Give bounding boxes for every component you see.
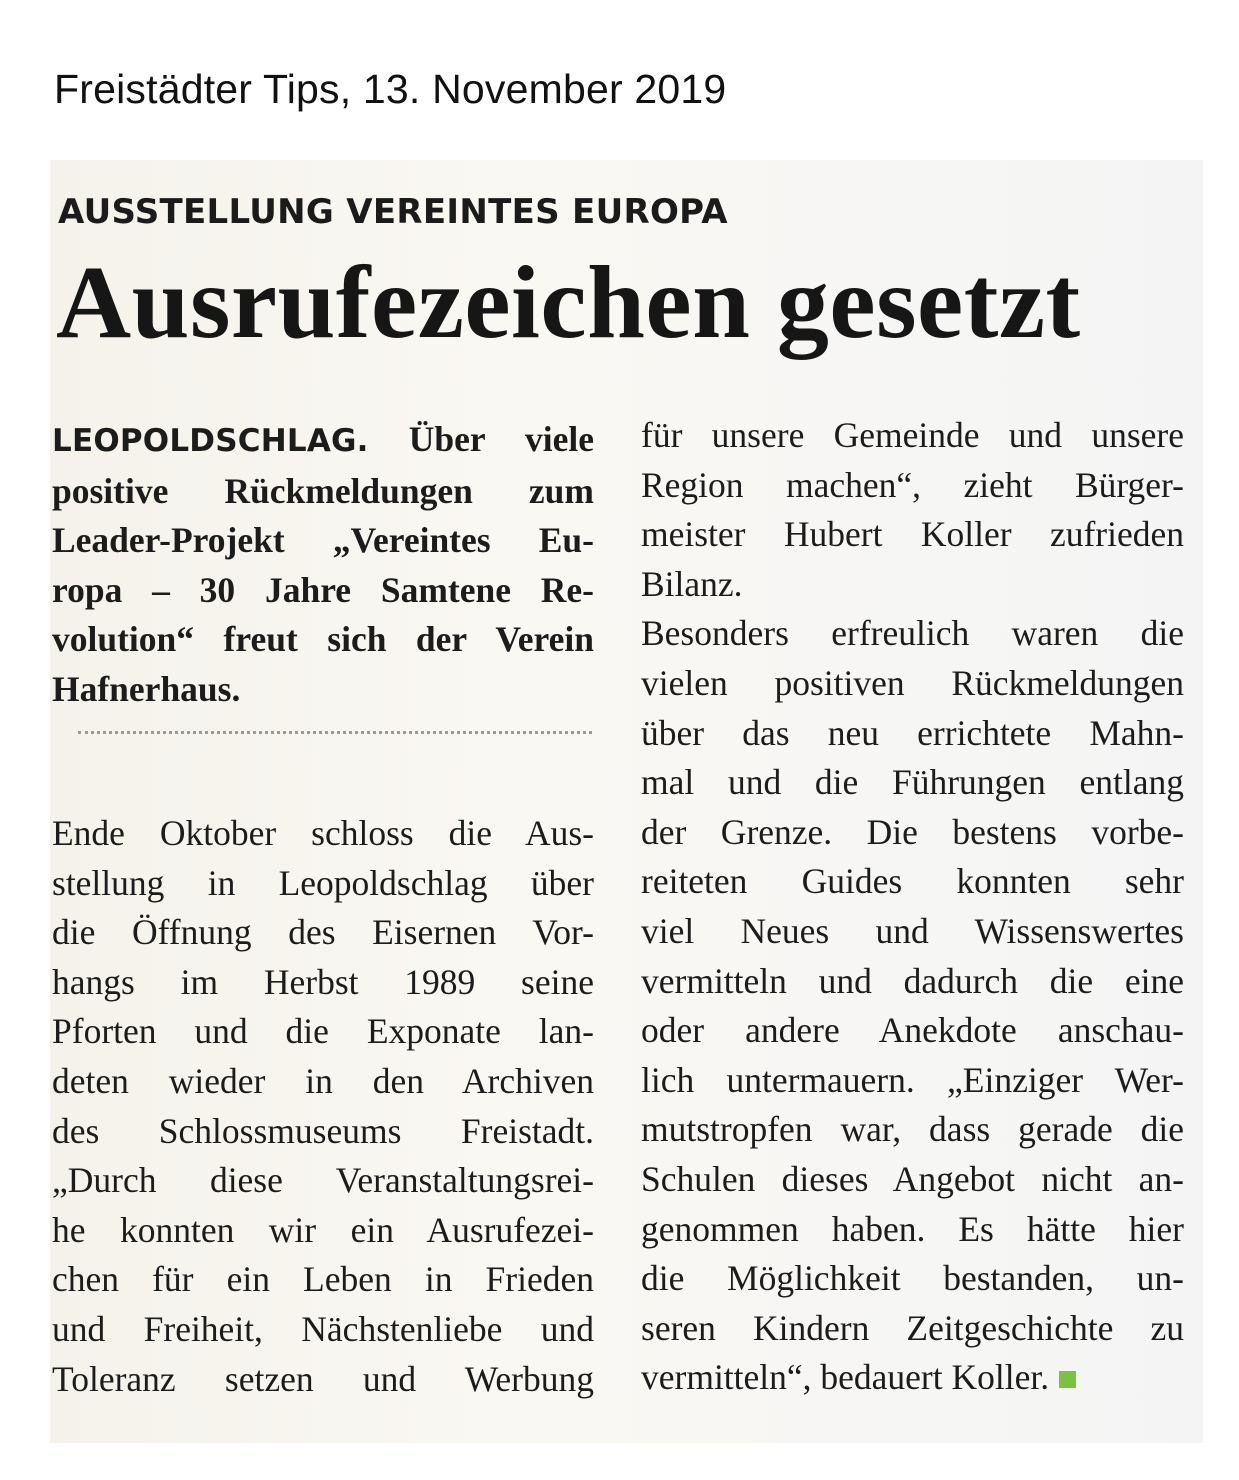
body-line: meister Hubert Koller zufrieden bbox=[641, 514, 1184, 555]
closing-text: vermitteln“, bedauert Koller. bbox=[641, 1357, 1050, 1398]
body-line: hangs im Herbst 1989 seine bbox=[52, 961, 594, 1002]
lead-text: Über viele bbox=[368, 419, 594, 459]
body-line: reiteten Guides konnten sehr bbox=[641, 861, 1184, 902]
body-line: über das neu errichtete Mahn- bbox=[641, 712, 1184, 753]
body-line: deten wieder in den Archiven bbox=[52, 1060, 594, 1101]
body-line: vielen positiven Rückmeldungen bbox=[641, 662, 1184, 703]
article-body-left-column bbox=[52, 809, 594, 1404]
body-line: und Freiheit, Nächstenliebe und bbox=[52, 1308, 594, 1349]
body-line: Toleranz setzen und Werbung bbox=[52, 1358, 594, 1399]
lead-line: volution“ freut sich der Verein bbox=[52, 619, 594, 660]
body-line: viel Neues und Wissenswertes bbox=[641, 910, 1184, 951]
body-line: Region machen“, zieht Bürger- bbox=[641, 464, 1184, 505]
body-line bbox=[641, 1353, 1184, 1403]
body-line: stellung in Leopoldschlag über bbox=[52, 862, 594, 903]
body-line: mutstropfen war, dass gerade die bbox=[641, 1109, 1184, 1150]
article-body-right-column bbox=[641, 411, 1184, 1403]
body-line: Ende Oktober schloss die Aus- bbox=[52, 813, 594, 853]
lead-line: ropa – 30 Jahre Samtene Re- bbox=[52, 569, 594, 610]
body-line: die Möglichkeit bestanden, un- bbox=[641, 1258, 1184, 1299]
body-line: für unsere Gemeinde und unsere bbox=[641, 415, 1184, 455]
lead-separator bbox=[78, 731, 592, 734]
body-line: seren Kindern Zeitgeschichte zu bbox=[641, 1307, 1184, 1348]
body-line: he konnten wir ein Ausrufezei- bbox=[52, 1209, 594, 1250]
lead-line: positive Rückmeldungen zum bbox=[52, 470, 594, 511]
body-line: oder andere Anekdote anschau- bbox=[641, 1010, 1184, 1051]
body-line: vermitteln und dadurch die eine bbox=[641, 960, 1184, 1001]
end-of-article-square-icon bbox=[1059, 1371, 1076, 1388]
body-line: Schulen dieses Angebot nicht an- bbox=[641, 1158, 1184, 1199]
lead-line bbox=[52, 415, 594, 467]
article-lead bbox=[52, 415, 594, 715]
source-caption: Freistädter Tips, 13. November 2019 bbox=[54, 66, 727, 112]
lead-line: Hafnerhaus. bbox=[52, 668, 241, 709]
article-headline: Ausrufezeichen gesetzt bbox=[56, 245, 1081, 360]
body-line: der Grenze. Die bestens vorbe- bbox=[641, 811, 1184, 852]
body-line: die Öffnung des Eisernen Vor- bbox=[52, 912, 594, 953]
article-kicker: AUSSTELLUNG VEREINTES EUROPA bbox=[58, 192, 728, 232]
lead-line: Leader-Projekt „Vereintes Eu- bbox=[52, 520, 594, 561]
body-line: genommen haben. Es hätte hier bbox=[641, 1208, 1184, 1249]
body-line: „Durch diese Veranstaltungsrei- bbox=[52, 1160, 594, 1201]
body-line: Pforten und die Exponate lan- bbox=[52, 1011, 594, 1052]
body-line: Bilanz. bbox=[641, 563, 743, 604]
body-line: Besonders erfreulich waren die bbox=[641, 613, 1184, 654]
body-line: des Schlossmuseums Freistadt. bbox=[52, 1110, 594, 1151]
article-dateline: LEOPOLDSCHLAG. bbox=[52, 423, 369, 459]
body-line: lich untermauern. „Einziger Wer- bbox=[641, 1059, 1184, 1100]
body-line: mal und die Führungen entlang bbox=[641, 762, 1184, 803]
body-line: chen für ein Leben in Frieden bbox=[52, 1259, 594, 1300]
